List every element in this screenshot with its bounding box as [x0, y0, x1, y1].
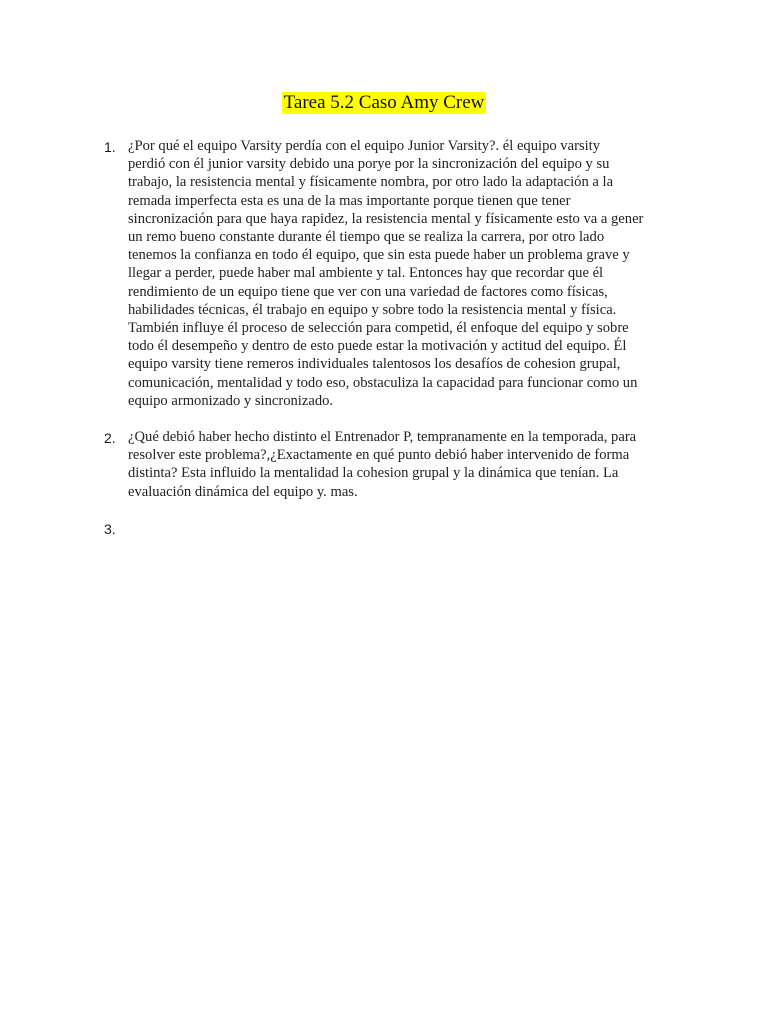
item-1-line: equipo armonizado y sincronizado. [128, 392, 334, 409]
item-1-line: comunicación, mentalidad y todo eso, obstaculiza la capacidad para funcionar como un [128, 374, 638, 391]
item-1-line: habilidades técnicas, él trabajo en equipo y sobre todo la resistencia mental y física. [128, 301, 617, 318]
item-text-2 [128, 428, 664, 501]
document-title: Tarea 5.2 Caso Amy Crew [283, 92, 485, 113]
item-1-line: También influye él proceso de selección para competid, él enfoque del equipo y sobre [128, 320, 629, 337]
item-1-line: todo él desempeño y dentro de esto puede estar la motivación y actitud del equipo. Él [128, 338, 627, 355]
item-2-line: ¿Qué debió haber hecho distinto el Entrenador P, tempranamente en la temporada, para [128, 429, 637, 446]
title-container [0, 92, 768, 114]
item-number-2: 2. [104, 430, 116, 447]
item-1-line: ¿Por qué el equipo Varsity perdía con el equipo Junior Varsity?. él equipo varsity [128, 138, 601, 154]
item-2-line: evaluación dinámica del equipo y. mas. [128, 483, 358, 500]
list-item-2 [104, 428, 664, 501]
item-1-line: trabajo, la resistencia mental y físicamente nombra, por otro lado la adaptación a la [128, 174, 614, 191]
item-1-line: un remo bueno constante durante él tiempo que se realiza la carrera, por otro lado [128, 229, 605, 246]
item-2-line: resolver este problema?,¿Exactamente en qué punto debió haber intervenido de forma [128, 447, 630, 464]
item-1-line: equipo varsity tiene remeros individuales talentosos los desafíos de cohesion grupal, [128, 356, 621, 373]
list-item-1 [104, 137, 664, 410]
item-1-line: sincronización para que haya rapidez, la resistencia mental y físicamente esto va a gener [128, 210, 644, 227]
item-1-line: rendimiento de un equipo tiene que ver con una variedad de factores como físicas, [128, 283, 608, 300]
item-1-line: tenemos la confianza en todo él equipo, que sin esta puede haber un problema grave y [128, 247, 630, 264]
item-2-line: distinta? Esta influido la mentalidad la cohesion grupal y la dinámica que tenían. La [128, 465, 619, 482]
item-text-1 [128, 137, 664, 410]
question-list [104, 137, 664, 537]
item-number-3: 3. [104, 520, 116, 537]
item-1-line: perdió con él junior varsity debido una porye por la sincronización del equipo y su [128, 156, 610, 173]
item-1-line: remada imperfecta esta es una de la mas importante porque tienen que tener [128, 192, 571, 209]
item-number-1: 1. [104, 139, 116, 155]
item-1-line: llegar a perder, puede haber mal ambiente y tal. Entonces hay que recordar que él [128, 265, 604, 282]
